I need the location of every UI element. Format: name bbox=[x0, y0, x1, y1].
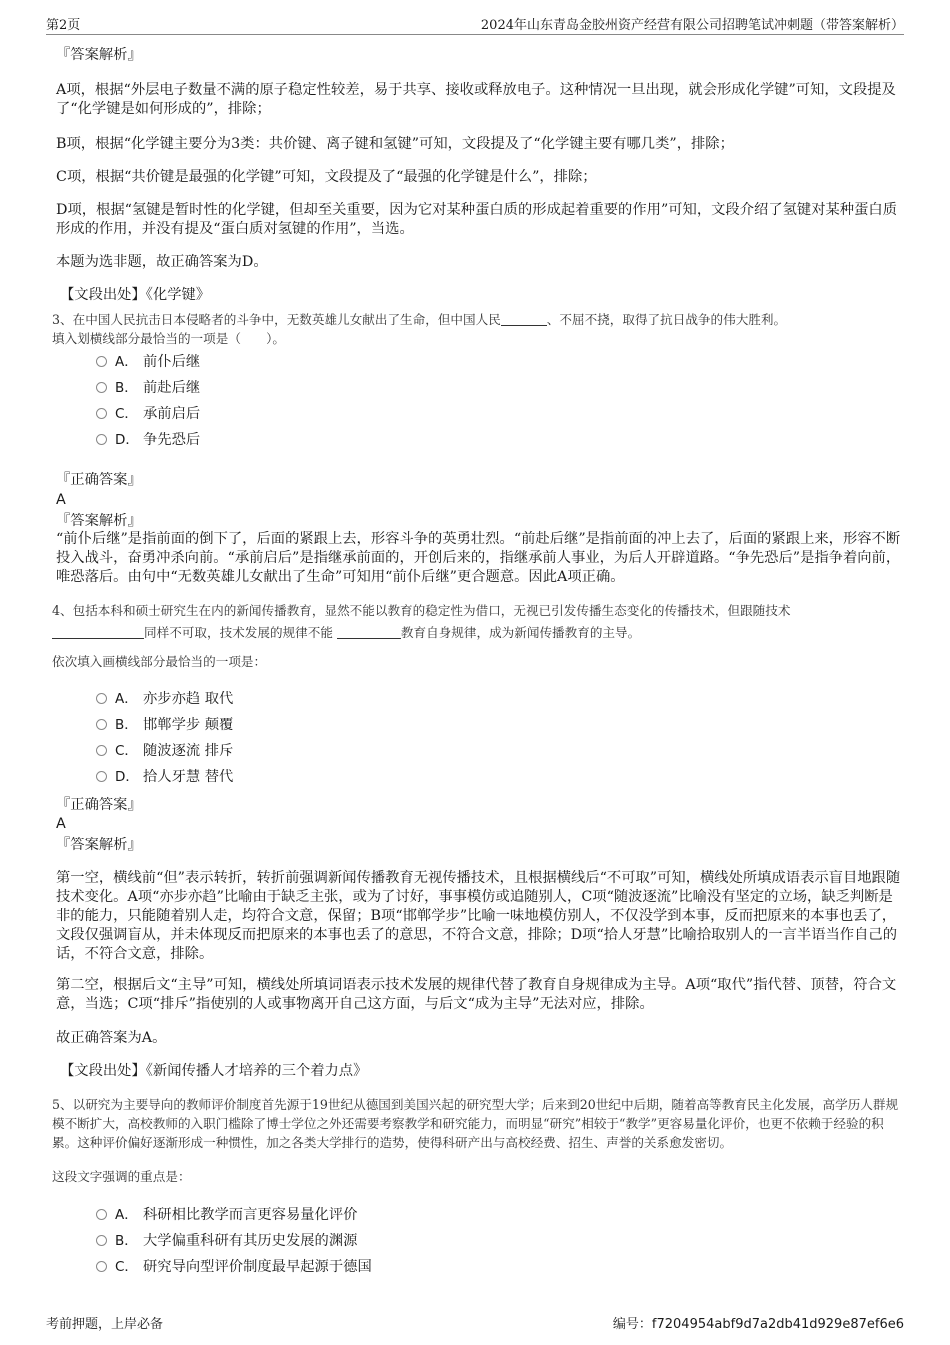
q2-analysis-d: D项，根据“氢键是暂时性的化学键，但却至关重要，因为它对某种蛋白质的形成起着重要的作用”可知，文段介绍了氢键对某种蛋白质形成的作用，并没有提及“蛋白质对氢键的作用”，当选。 bbox=[56, 202, 897, 237]
page-number: 第2页 bbox=[46, 18, 81, 33]
radio-icon[interactable] bbox=[96, 408, 107, 419]
q3-stem-part-b: 、不屈不挠，取得了抗日战争的伟大胜利。 bbox=[546, 312, 787, 327]
q2-analysis-c: C项，根据“共价键是最强的化学键”可知，文段提及了“最强的化学键是什么”，排除； bbox=[56, 169, 597, 185]
q5-prompt: 这段文字强调的重点是： bbox=[52, 1169, 191, 1184]
q3-prompt: 填入划横线部分最恰当的一项是（ ）。 bbox=[52, 331, 285, 346]
q3-answer-label: 『正确答案』 bbox=[56, 472, 142, 488]
q4-option-c[interactable]: C． 随波逐流 排斥 bbox=[96, 741, 233, 761]
radio-icon[interactable] bbox=[96, 693, 107, 704]
document-title: 2024年山东青岛金胶州资产经营有限公司招聘笔试冲刺题（带答案解析） bbox=[480, 18, 904, 33]
q3-option-c[interactable]: C． 承前启后 bbox=[96, 404, 200, 424]
radio-icon[interactable] bbox=[96, 382, 107, 393]
q2-source: 【文段出处】《化学键》 bbox=[60, 287, 211, 303]
q4-option-a[interactable]: A． 亦步亦趋 取代 bbox=[96, 689, 233, 709]
radio-icon[interactable] bbox=[96, 771, 107, 782]
q2-analysis-label: 『答案解析』 bbox=[56, 47, 142, 63]
document-code: 编号：f7204954abf9d7a2db41d929e87ef6e6 bbox=[612, 1317, 904, 1332]
q3-option-b[interactable]: B． 前赴后继 bbox=[96, 378, 200, 398]
q4-analysis-label: 『答案解析』 bbox=[56, 837, 142, 853]
q4-stem-part-c: 教育自身规律，成为新闻传播教育的主导。 bbox=[400, 625, 641, 640]
radio-icon[interactable] bbox=[96, 745, 107, 756]
page-header bbox=[46, 12, 904, 35]
radio-icon[interactable] bbox=[96, 434, 107, 445]
q3-option-a[interactable]: A． 前仆后继 bbox=[96, 352, 200, 372]
q4-analysis-2: 第二空，根据后文“主导”可知，横线处所填词语表示技术发展的规律代替了教育自身规律成为主导。A项“取代”指代替、顶替，符合文意，当选；C项“排斥”指使别的人或事物离开自己这方面，与后文“成为主导”无法对应，排除。 bbox=[56, 977, 897, 1012]
q4-conclusion: 故正确答案为A。 bbox=[56, 1030, 167, 1046]
q4-answer-label: 『正确答案』 bbox=[56, 797, 142, 813]
q5-option-b[interactable]: B． 大学偏重科研有其历史发展的渊源 bbox=[96, 1231, 357, 1251]
q2-analysis-b: B项，根据“化学键主要分为3类：共价键、离子键和氢键”可知，文段提及了“化学键主要有哪几类”，排除； bbox=[56, 136, 734, 152]
q4-analysis-1: 第一空，横线前“但”表示转折，转折前强调新闻传播教育无视传播技术，且根据横线后“不可取”可知，横线处所填成语表示盲目地跟随技术变化。A项“亦步亦趋”比喻由于缺乏主张，或为了讨好，事事模仿或追随别人，C项“随波逐流”比喻没有坚定的立场，缺乏判断是非的能力，只能随着别人走，均符合文意，保留；B项“邯郸学步”比喻一味地模仿别人，不仅没学到本事，反而把原来的本事也丢了，文段仅强调盲从，并未体现反而把原来的本事也丢了的意思，不符合文意，排除；D项“拾人牙慧”比喻拾取别人的一言半语当作自己的话，不符合文意，排除。 bbox=[56, 870, 901, 962]
radio-icon[interactable] bbox=[96, 1209, 107, 1220]
q3-stem bbox=[52, 310, 904, 330]
q4-source: 【文段出处】《新闻传播人才培养的三个着力点》 bbox=[60, 1063, 368, 1079]
q5-stem: 5、以研究为主要导向的教师评价制度首先源于19世纪从德国到美国兴起的研究型大学；后来到20世纪中后期，随着高等教育民主化发展，高学历人群规模不断扩大，高校教师的入职门槛除了博士学位之外还需要考察教学和研究能力，而明显“研究”相较于“教学”更容易量化评价，也更不依赖于经验的积累。这种评价偏好逐渐形成一种惯性，加之各类大学排行的造势，使得科研产出与高校经费、招生、声誉的关系愈发密切。 bbox=[52, 1097, 899, 1150]
radio-icon[interactable] bbox=[96, 1261, 107, 1272]
q5-option-a[interactable]: A． 科研相比教学而言更容易量化评价 bbox=[96, 1205, 357, 1225]
q4-option-b[interactable]: B． 邯郸学步 颠覆 bbox=[96, 715, 233, 735]
q3-analysis-label: 『答案解析』 bbox=[56, 513, 142, 529]
radio-icon[interactable] bbox=[96, 719, 107, 730]
radio-icon[interactable] bbox=[96, 1235, 107, 1246]
q4-stem-part-b: 同样不可取，技术发展的规律不能 bbox=[144, 625, 337, 640]
q3-option-d[interactable]: D． 争先恐后 bbox=[96, 430, 200, 450]
footer-slogan: 考前押题，上岸必备 bbox=[46, 1317, 164, 1332]
q3-blank bbox=[501, 311, 547, 326]
q4-stem-part-a: 4、包括本科和硕士研究生在内的新闻传播教育，显然不能以教育的稳定性为借口，无视已引发传播生态变化的传播技术，但跟随技术 bbox=[52, 603, 791, 618]
q4-prompt: 依次填入画横线部分最恰当的一项是： bbox=[52, 654, 267, 669]
q4-answer: A bbox=[56, 816, 66, 832]
q4-option-d[interactable]: D． 拾人牙慧 替代 bbox=[96, 767, 233, 787]
q4-blank-2 bbox=[337, 624, 401, 639]
q2-analysis-a: A项，根据“外层电子数量不满的原子稳定性较差，易于共享、接收或释放电子。这种情况一旦出现，就会形成化学键”可知，文段提及了“化学键是如何形成的”，排除； bbox=[56, 82, 896, 117]
q3-answer: A bbox=[56, 492, 66, 508]
q4-stem bbox=[52, 600, 904, 644]
radio-icon[interactable] bbox=[96, 356, 107, 367]
q4-blank-1 bbox=[52, 624, 144, 639]
q3-stem-part-a: 3、在中国人民抗击日本侵略者的斗争中，无数英雄儿女献出了生命，但中国人民 bbox=[52, 312, 501, 327]
q3-analysis: “前仆后继”是指前面的倒下了，后面的紧跟上去，形容斗争的英勇壮烈。“前赴后继”是指前面的冲上去了，后面的紧跟上来，形容不断投入战斗，奋勇冲杀向前。“承前启后”是指继承前面的，开创后来的，指继承前人事业，为后人开辟道路。“争先恐后”是指争着向前，唯恐落后。由句中“无数英雄儿女献出了生命”可知用“前仆后继”更合题意。因此A项正确。 bbox=[56, 531, 901, 585]
q5-option-c[interactable]: C． 研究导向型评价制度最早起源于德国 bbox=[96, 1257, 372, 1277]
q2-conclusion: 本题为选非题，故正确答案为D。 bbox=[56, 254, 268, 270]
